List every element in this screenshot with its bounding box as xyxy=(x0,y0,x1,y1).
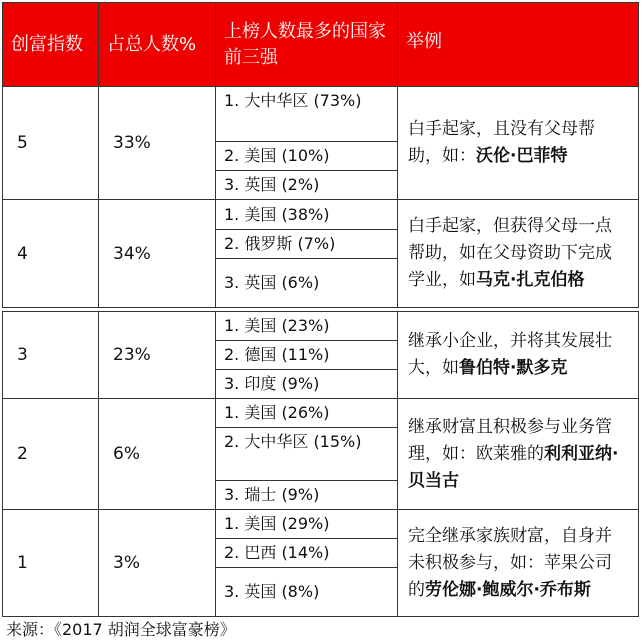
header-level: 创富指数 xyxy=(3,3,99,87)
percent-cell: 3% xyxy=(99,510,216,617)
country-rank: 3. 印度 (9%) xyxy=(224,374,320,393)
table-row xyxy=(3,312,639,399)
example-name: 劳伦娜·鲍威尔·乔布斯 xyxy=(425,579,591,600)
wealth-table-top xyxy=(2,2,638,308)
level-cell: 4 xyxy=(3,200,99,308)
country-rank: 1. 大中华区 (73%) xyxy=(216,87,397,142)
level-cell: 1 xyxy=(3,510,99,617)
example-name: 马克·扎克伯格 xyxy=(476,270,585,290)
country-rank: 3. 英国 (6%) xyxy=(224,272,320,292)
example-cell xyxy=(398,200,639,308)
country-rank: 2. 巴西 (14%) xyxy=(216,539,397,568)
table-row xyxy=(3,510,639,617)
country-rank: 2. 美国 (10%) xyxy=(216,142,397,171)
percent-cell: 34% xyxy=(99,200,216,308)
example-cell xyxy=(398,312,639,399)
table-row xyxy=(3,399,639,510)
table-row xyxy=(3,87,639,200)
example-name: 鲁伯特·默多克 xyxy=(459,358,568,378)
country-rank: 2. 德国 (11%) xyxy=(216,341,397,370)
country-rank: 3. 瑞士 (9%) xyxy=(224,485,320,504)
country-rank: 3. 英国 (2%) xyxy=(224,175,320,194)
countries-cell xyxy=(216,87,398,200)
example-text: 白手起家，且没有父母帮助，如： xyxy=(408,119,595,166)
table-row xyxy=(3,200,639,308)
countries-cell xyxy=(216,399,398,510)
example-name: 利利亚纳·贝当古 xyxy=(408,443,619,491)
countries-cell xyxy=(216,510,398,617)
country-rank: 1. 美国 (38%) xyxy=(216,201,397,230)
example-name: 沃伦·巴菲特 xyxy=(476,146,568,166)
wealth-table-part2 xyxy=(2,311,639,617)
country-rank: 1. 美国 (26%) xyxy=(216,399,397,428)
header-example: 举例 xyxy=(398,3,639,87)
example-text: 继承财富且积极参与业务管理，如：欧莱雅的 xyxy=(408,416,612,464)
header-top3: 上榜人数最多的国家前三强 xyxy=(216,3,398,87)
country-rank: 1. 美国 (23%) xyxy=(216,312,397,341)
example-cell xyxy=(398,87,639,200)
countries-cell xyxy=(216,200,398,308)
header-percent: 占总人数% xyxy=(99,3,216,87)
country-rank: 3. 英国 (8%) xyxy=(224,582,320,601)
wealth-table-part1 xyxy=(2,2,639,308)
country-rank: 2. 俄罗斯 (7%) xyxy=(216,229,397,258)
level-cell: 3 xyxy=(3,312,99,399)
countries-cell xyxy=(216,312,398,399)
source-note: 来源：《2017 胡润全球富豪榜》 xyxy=(6,620,236,639)
country-rank: 2. 大中华区 (15%) xyxy=(216,428,397,481)
level-cell: 2 xyxy=(3,399,99,510)
example-cell xyxy=(398,510,639,617)
percent-cell: 6% xyxy=(99,399,216,510)
example-text: 完全继承家族财富，自身并未积极参与，如：苹果公司的 xyxy=(408,525,612,600)
wealth-table-bottom xyxy=(2,311,638,617)
country-rank: 1. 美国 (29%) xyxy=(216,510,397,539)
level-cell: 5 xyxy=(3,87,99,200)
example-cell xyxy=(398,399,639,510)
example-text: 白手起家，但获得父母一点帮助，如在父母资助下完成学业，如 xyxy=(408,216,612,290)
example-text: 继承小企业，并将其发展壮大，如 xyxy=(408,331,612,378)
percent-cell: 23% xyxy=(99,312,216,399)
percent-cell: 33% xyxy=(99,87,216,200)
